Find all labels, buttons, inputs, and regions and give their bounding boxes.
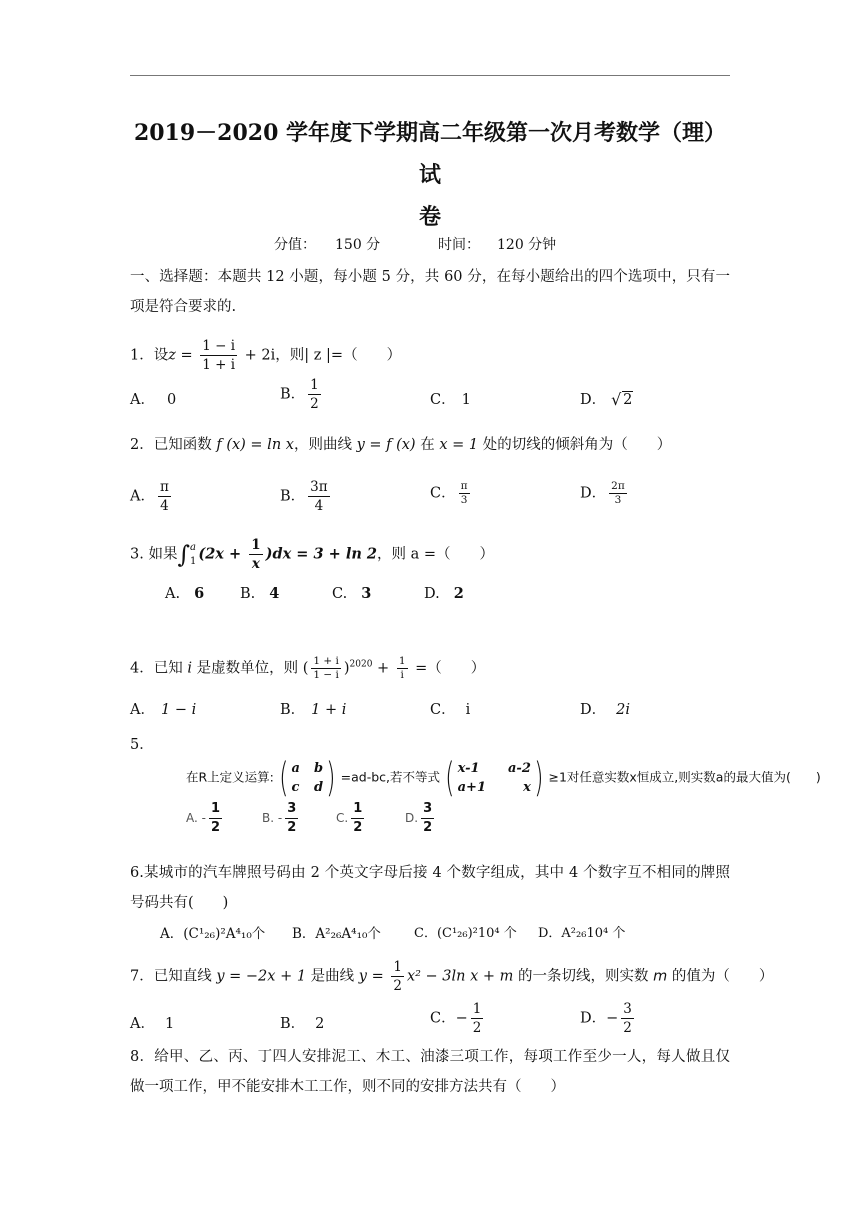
frac-den: 2: [310, 396, 319, 412]
q3-option-a[interactable]: [165, 585, 204, 602]
q1-tail: + 2i，则| z |=（ ）: [240, 347, 402, 364]
q7-option-b[interactable]: [280, 1012, 324, 1033]
q7-curve-b: x² − 3ln x + m: [406, 968, 514, 985]
q4-fraction: [311, 655, 341, 682]
option-label: B．: [280, 1016, 306, 1032]
right-paren: ): [533, 755, 544, 801]
frac-den: i: [400, 669, 404, 681]
option-label: D．: [580, 702, 607, 718]
option-label: D．: [580, 392, 607, 408]
frac-den: 2: [623, 1020, 632, 1036]
option-label: A．: [130, 488, 155, 505]
option-label: B.: [240, 586, 256, 602]
q7-option-d[interactable]: [580, 1000, 637, 1037]
q4-option-c[interactable]: [430, 698, 470, 719]
score-value: 150 分: [335, 237, 381, 253]
frac-den: 2: [210, 820, 221, 835]
frac-num: 3: [285, 800, 298, 819]
question-5-number: 5．: [130, 737, 154, 753]
q4-text-b: 是虚数单位，则 (: [191, 660, 309, 677]
q7-d-fraction: [621, 1000, 634, 1037]
option-value: 2: [623, 392, 633, 408]
title-line-2: 卷: [418, 204, 441, 230]
time-value: 120 分钟: [497, 237, 557, 253]
q5-option-b[interactable]: [262, 800, 301, 837]
option-value: 2: [315, 1016, 325, 1032]
option-label: C．: [430, 702, 456, 718]
q4-option-d[interactable]: [580, 698, 630, 719]
q2-text-c: 在: [415, 437, 440, 453]
q5-b-fraction: [285, 800, 298, 837]
option-label: C．: [430, 485, 456, 502]
q7-option-a[interactable]: [130, 1012, 174, 1033]
left-paren: (: [445, 755, 455, 801]
option-label: A．: [130, 1016, 155, 1032]
option-label: C.: [336, 811, 349, 825]
q1-num: 1 − i: [202, 338, 236, 354]
q2-curve: y = f (x): [356, 437, 416, 453]
option-value: 1: [164, 1016, 175, 1032]
score-label: 分值：: [274, 237, 316, 253]
option-value: 1: [461, 392, 471, 408]
matrix-cell: d: [313, 780, 324, 795]
q2-c-fraction: [459, 480, 470, 507]
option-label: D．−: [580, 1010, 619, 1027]
matrix-cell: a+1: [457, 780, 486, 795]
frac-num: 3: [421, 800, 434, 819]
q2-option-a[interactable]: [130, 478, 174, 515]
option-label: C.: [332, 586, 348, 602]
option-label: B．: [280, 702, 306, 718]
q1-option-c[interactable]: [430, 388, 471, 409]
q2-text-b: ，则曲线: [293, 437, 357, 453]
q7-text-b: 是曲线: [306, 968, 359, 985]
frac-den: 2: [393, 978, 402, 994]
section-instructions: 一、选择题：本题共 12 小题，每小题 5 分，共 60 分，在每小题给出的四个选项中，只有一项是符合要求的.: [130, 269, 730, 315]
frac-den: 2: [287, 820, 297, 835]
q1-prefix: 1．设: [130, 347, 169, 364]
q4-plus: +: [372, 660, 394, 677]
q4-option-b[interactable]: [280, 698, 346, 719]
matrix-cell: a-2: [508, 761, 531, 776]
frac-num: π: [159, 479, 169, 495]
question-7: [130, 958, 773, 995]
integral-sign: ∫: [177, 540, 190, 569]
frac-den: 2: [353, 820, 363, 835]
q3-prefix: 3. 如果: [130, 546, 178, 563]
question-4: [130, 655, 485, 682]
question-6: 6.某城市的汽车牌照号码由 2 个英文字母后接 4 个数字组成，其中 4 个数字互不相同的牌照号码共有( ): [130, 865, 730, 911]
q3-lower: 1: [189, 555, 197, 567]
q7-line: y = −2x + 1: [216, 968, 307, 985]
q5-a-fraction: [209, 800, 222, 837]
matrix-cell: a: [291, 761, 300, 776]
q3-close: )dx = 3 + ln 2: [265, 545, 378, 563]
q1-option-b[interactable]: [280, 376, 324, 413]
option-value: 1 − i: [160, 702, 197, 718]
q4-close-paren: ): [343, 660, 350, 677]
matrix-cell: x-1: [457, 761, 480, 776]
option-value: 2: [453, 585, 464, 602]
page-title: [130, 112, 730, 238]
q7-half: [391, 958, 404, 995]
option-value: i: [465, 702, 471, 718]
option-label: C．−: [430, 1010, 468, 1027]
option-label: A.: [165, 586, 181, 602]
frac-num: 1: [209, 800, 222, 819]
q6-option-d[interactable]: D．A²₂₆10⁴ 个: [538, 926, 626, 941]
time-label: 时间：: [438, 237, 480, 253]
sqrt-symbol: [612, 392, 633, 408]
q4-power: 2020: [349, 659, 373, 670]
q5-c-fraction: [351, 800, 364, 837]
option-label: B. -: [262, 811, 283, 825]
q1-den: 1 + i: [202, 357, 236, 373]
q5-option-d[interactable]: [405, 800, 437, 837]
matrix-cell: x: [523, 780, 531, 795]
q1-b-fraction: [308, 376, 321, 413]
option-value: 0: [166, 392, 177, 408]
matrix-cell: b: [313, 761, 324, 776]
q3-option-c[interactable]: [332, 585, 371, 602]
frac-num: 1: [472, 1001, 482, 1017]
q7-c-fraction: [471, 1000, 484, 1037]
question-8: 8．给甲、乙、丙、丁四人安排泥工、木工、油漆三项工作，每项工作至少一人，每人做且仅做一项工作，甲不能安排木工工作，则不同的安排方法共有（ ）: [130, 1049, 730, 1095]
q5-option-a[interactable]: [186, 800, 225, 837]
frac-num: π: [460, 480, 468, 492]
q2-function: f (x) = ln x: [216, 437, 294, 453]
q3-option-b[interactable]: [240, 585, 279, 602]
option-label: C．: [430, 392, 456, 408]
q1-option-a[interactable]: [130, 388, 176, 409]
question-2: [130, 433, 671, 454]
q5-matrix-1: [276, 755, 339, 801]
option-label: D.: [424, 586, 440, 602]
q7-text-d: 的值为（ ）: [667, 968, 774, 985]
matrix-cell: c: [291, 780, 300, 795]
q5-option-c[interactable]: [336, 800, 367, 837]
option-value: 3: [361, 585, 372, 602]
q4-option-a[interactable]: [130, 698, 196, 719]
option-value: 4: [269, 585, 280, 602]
q7-curve-a: y =: [358, 968, 389, 985]
q5-d-fraction: [421, 800, 434, 837]
option-label: B．: [280, 386, 306, 403]
option-label: A. -: [186, 811, 206, 825]
q2-b-fraction: [308, 478, 329, 515]
q3-fraction: [249, 536, 262, 573]
q7-text-a: 7．已知直线: [130, 968, 217, 985]
q2-option-c[interactable]: [430, 480, 473, 507]
q5-text-c: ≥1对任意实数x恒成立,则实数a的最大值为( ): [548, 769, 821, 785]
question-1: [130, 337, 401, 374]
option-label: D.: [405, 811, 419, 825]
q3-option-d[interactable]: [424, 585, 464, 602]
q2-d-fraction: [609, 480, 627, 507]
q6-option-a[interactable]: A．(C¹₂₆)²A⁴₁₀个: [160, 926, 266, 942]
right-paren: ): [326, 755, 336, 801]
question-5-image: [186, 755, 821, 801]
q2-text-d: 处的切线的倾斜角为（ ）: [478, 437, 672, 453]
q7-text-c: 的一条切线，则实数: [513, 968, 654, 985]
q7-m: m: [653, 968, 668, 985]
frac-num: 3: [623, 1001, 632, 1017]
frac-num: 1: [251, 537, 261, 553]
frac-num: 1 + i: [313, 655, 339, 667]
q5-matrix-2: [442, 755, 546, 801]
frac-den: 2: [423, 820, 433, 835]
option-label: B．: [280, 488, 306, 505]
frac-den: 3: [614, 494, 622, 506]
q6-option-c[interactable]: C．(C¹₂₆)²10⁴ 个: [414, 926, 517, 941]
q2-a-fraction: [158, 478, 171, 515]
q4-i: i: [187, 660, 192, 677]
frac-den: 2: [472, 1020, 482, 1036]
frac-num: 2π: [611, 480, 625, 492]
q4-tail: =（ ）: [410, 660, 486, 677]
q2-text-a: 2．已知函数: [130, 437, 217, 453]
question-3: [130, 536, 494, 573]
q7-option-c[interactable]: [430, 1000, 486, 1037]
q3-bounds: [190, 541, 196, 569]
option-value: 6: [194, 585, 205, 602]
q1-z: z: [168, 347, 176, 364]
title-line-1: 2019－2020 学年度下学期高二年级第一次月考数学（理）试: [133, 120, 727, 188]
option-label: A．: [130, 702, 155, 718]
q1-option-d[interactable]: [580, 388, 633, 409]
frac-den: 4: [314, 498, 324, 514]
q1-fraction: [200, 337, 237, 374]
option-label: A．: [130, 392, 155, 408]
option-value: 2i: [616, 702, 631, 718]
q3-tail: ，则 a =（ ）: [377, 546, 495, 563]
q1-eq: =: [175, 347, 198, 364]
q5-text-b: =ad-bc,若不等式: [340, 769, 441, 785]
q2-point: x = 1: [439, 437, 479, 453]
q4-text-a: 4．已知: [130, 660, 188, 677]
frac-den: 3: [460, 494, 468, 506]
matrix-grid: [458, 761, 531, 795]
q5-text-a: 在R上定义运算:: [186, 769, 274, 785]
frac-num: 1: [393, 959, 402, 975]
q2-option-d[interactable]: [580, 480, 630, 507]
frac-num: 1: [398, 655, 406, 667]
header-rule: [130, 75, 730, 76]
frac-den: 4: [160, 498, 169, 514]
frac-num: 1: [310, 377, 319, 393]
left-paren: (: [279, 755, 289, 801]
q6-option-b[interactable]: B．A²₂₆A⁴₁₀个: [292, 926, 381, 942]
option-value: 1 + i: [311, 702, 347, 718]
option-label: D．: [580, 485, 607, 502]
q3-open: (2x +: [198, 545, 247, 563]
frac-den: 1 − i: [313, 669, 339, 681]
frac-den: x: [251, 556, 260, 572]
frac-num: 3π: [310, 479, 328, 495]
q4-inv-fraction: [397, 655, 408, 682]
q3-upper: a: [189, 541, 196, 553]
frac-num: 1: [351, 800, 364, 819]
matrix-grid: [292, 761, 324, 795]
q2-option-b[interactable]: [280, 478, 333, 515]
